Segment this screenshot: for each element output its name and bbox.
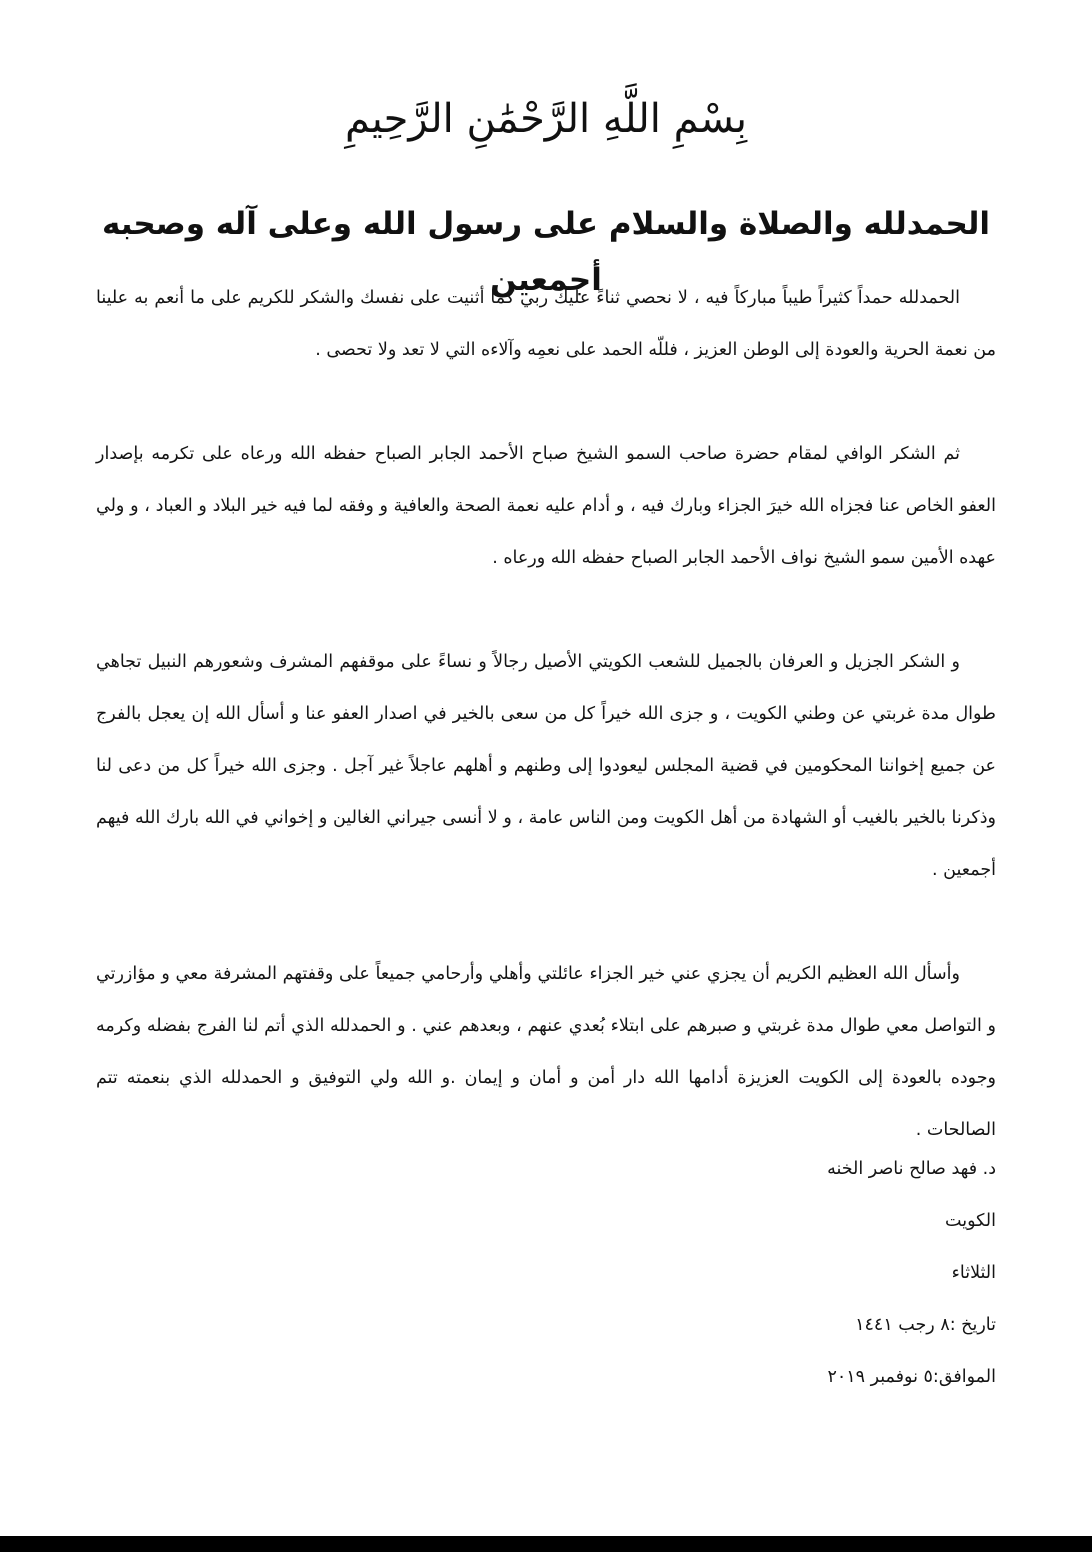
signature-block bbox=[596, 1143, 996, 1403]
signer-place: الكويت bbox=[945, 1211, 996, 1231]
signature-day: الثلاثاء bbox=[951, 1263, 996, 1283]
paragraph-1: الحمدلله حمداً كثيراً طيباً مباركاً فيه ، لا نحصي ثناءً عليك ربي كما أثنيت على نفسك والشكر للكريم على ما أنعم به علينا من نعمة الحرية والعودة إلى الوطن العزيز ، فللّه الحمد على نعمِه وآلاءه التي لا تعد ولا تحصى . bbox=[96, 288, 996, 360]
letter-heading: الحمدلله والصلاة والسلام على رسول الله وعلى آله وصحبه أجمعين bbox=[101, 206, 991, 298]
paragraph-3: و الشكر الجزيل و العرفان بالجميل للشعب الكويتي الأصيل رجالاً و نساءً على موقفهم المشرف وشعورهم النبيل تجاهي طوال مدة غربتي عن وطني الكويت ، و جزى الله خيراً كل من سعى بالخير في اصدار العفو عنا و أسأل الله إن يعجل بالفرج عن جميع إخواننا المحكومين في قضية المجلس ليعودوا إلى وطنهم و أهلهم عاجلاً غير آجل . وجزى الله خيراً كل من دعى لنا وذكرنا بالخير بالغيب أو الشهادة من أهل الكويت ومن الناس عامة ، و لا أنسى جيراني الغالين و إخواني في الله بارك الله فيهم أجمعين . bbox=[96, 652, 996, 880]
bottom-black-bar bbox=[0, 1536, 1092, 1552]
paragraph-4: وأسأل الله العظيم الكريم أن يجزي عني خير الجزاء عائلتي وأهلي وأرحامي جميعاً على وقفتهم المشرفة معي و مؤازرتي و التواصل معي طوال مدة غربتي و صبرهم على ابتلاء بُعدي عنهم ، وبعدهم عني . و الحمدلله الذي أتم لنا الفرج بفضله وكرمه وجوده بالعودة إلى الكويت العزيزة أدامها الله دار أمن و أمان و إيمان .و الله ولي التوفيق و الحمدلله الذي بنعمته تتم الصالحات . bbox=[96, 964, 996, 1140]
gregorian-date: الموافق:٥ نوفمبر ٢٠١٩ bbox=[827, 1367, 996, 1387]
paragraph-2: ثم الشكر الوافي لمقام حضرة صاحب السمو الشيخ صباح الأحمد الجابر الصباح حفظه الله ورعاه على تكرمه بإصدار العفو الخاص عنا فجزاه الله خيرَ الجزاء وبارك فيه ، و أدام عليه نعمة الصحة والعافية و وفقه لما فيه خير البلاد و العباد ، و ولي عهده الأمين سمو الشيخ نواف الأحمد الجابر الصباح حفظه الله ورعاه . bbox=[96, 444, 996, 568]
letter-body bbox=[96, 272, 996, 1208]
hijri-date: تاريخ :٨ رجب ١٤٤١ bbox=[855, 1315, 996, 1335]
signer-name: د. فهد صالح ناصر الخنه bbox=[827, 1159, 996, 1179]
basmala-calligraphy: بِسْمِ اللَّهِ الرَّحْمَٰنِ الرَّحِيمِ bbox=[344, 96, 748, 142]
